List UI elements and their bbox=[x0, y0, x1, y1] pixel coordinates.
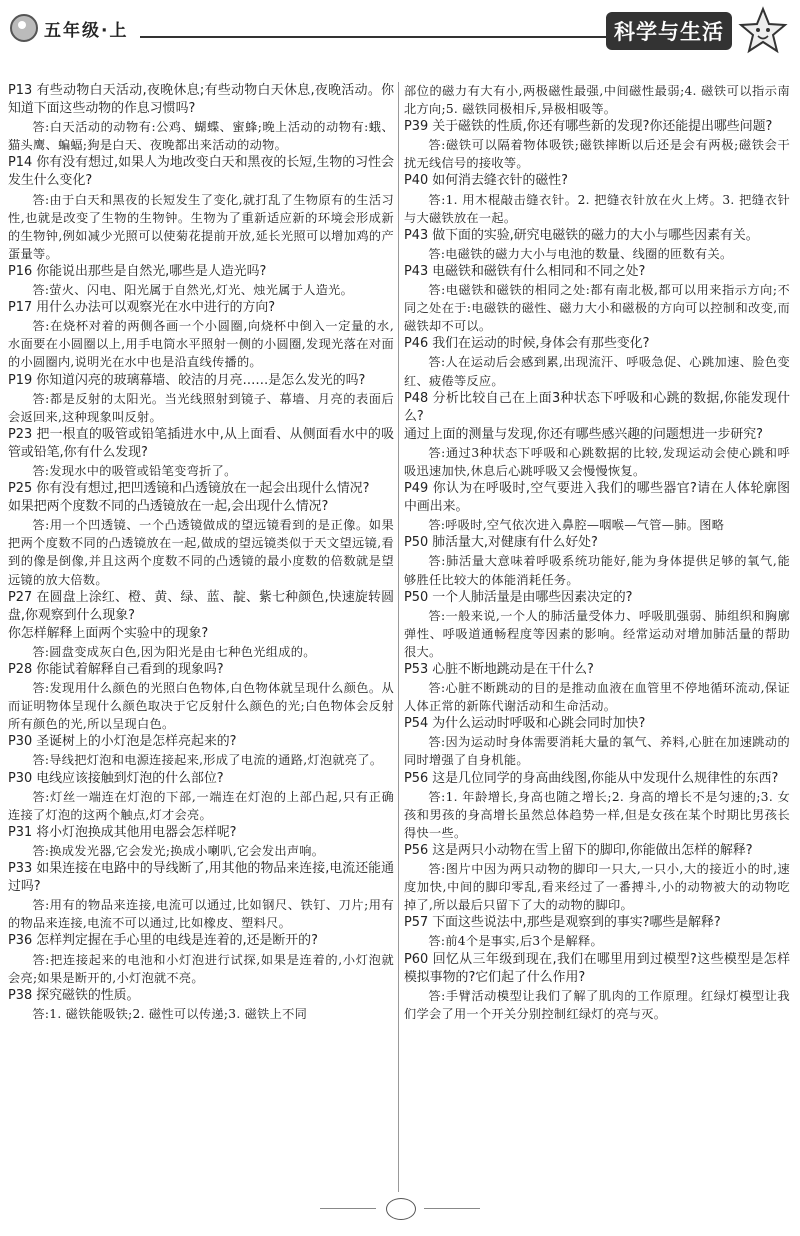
answer-text: 答:呼吸时,空气依次进入鼻腔—咽喉—气管—肺。图略 bbox=[428, 518, 725, 533]
answer-text: 答:前4个是事实,后3个是解释。 bbox=[428, 934, 603, 949]
question-text: 如果把两个度数不同的凸透镜放在一起,会出现什么情况? bbox=[8, 499, 329, 515]
question-text: P60 回忆从三年级到现在,我们在哪里用到过模型?这些模型是怎样模拟事物的?它们起了什么作用? bbox=[404, 951, 790, 985]
answer-text: 答:用有的物品来连接,电流可以通过,比如钢尺、铁钉、刀片;用有的物品来连接,电流不可以通过,比如橡皮、塑料尺。 bbox=[8, 898, 394, 931]
question-text: P57 下面这些说法中,那些是观察到的事实?哪些是解释? bbox=[404, 915, 721, 931]
answer-text: 答:都是反射的太阳光。当光线照射到镜子、幕墙、月亮的表面后会返回来,这种现象叫反射。 bbox=[8, 391, 394, 424]
question-text: P19 你知道闪亮的玻璃幕墙、皎洁的月亮……是怎么发光的吗? bbox=[8, 372, 366, 388]
answer-text: 答:白天活动的动物有:公鸡、蝴蝶、蜜蜂;晚上活动的动物有:蛾、猫头鹰、蝙蝠;狗是白天、夜晚都出来活动的动物。 bbox=[8, 120, 394, 153]
answer-text: 答:一般来说,一个人的肺活量受体力、呼吸肌强弱、肺组织和胸廓弹性、呼吸道通畅程度等因素的影响。经常运动对增加肺活量的帮助很大。 bbox=[404, 608, 790, 659]
book-title: 科学与生活 bbox=[606, 12, 732, 50]
star-mascot-icon bbox=[738, 6, 788, 56]
question-text: P50 一个人肺活量是由哪些因素决定的? bbox=[404, 589, 633, 605]
question-text: P13 有些动物白天活动,夜晚休息;有些动物白天休息,夜晚活动。你知道下面这些动物的作息习惯吗? bbox=[8, 83, 394, 117]
question-text: P54 为什么运动时呼吸和心跳会同时加快? bbox=[404, 716, 646, 732]
answer-text: 答:电磁铁和磁铁的相同之处:都有南北极,都可以用来指示方向;不同之处在于:电磁铁的磁性、磁力大小和磁极的方向可以控制和改变,而磁铁却不可以。 bbox=[404, 283, 790, 334]
answer-text: 答:圆盘变成灰白色,因为阳光是由七种色光组成的。 bbox=[32, 644, 316, 659]
question-text: P53 心脏不断地跳动是在干什么? bbox=[404, 662, 594, 677]
question-text: P39 关于磁铁的性质,你还有哪些新的发现?你还能提出哪些问题? bbox=[404, 119, 773, 135]
question-text: P48 分析比较自己在上面3种状态下呼吸和心跳的数据,你能发现什么? bbox=[404, 390, 790, 424]
question-text: P50 肺活量大,对健康有什么好处? bbox=[404, 535, 598, 551]
answer-text: 答:灯丝一端连在灯泡的下部,一端连在灯泡的上部凸起,只有正确连接了灯泡的这两个触点,灯才会亮。 bbox=[8, 789, 394, 822]
footer-rule-right bbox=[424, 1208, 480, 1209]
question-text: P40 如何消去缝衣针的磁性? bbox=[404, 173, 569, 189]
page-footer bbox=[320, 1196, 480, 1220]
question-text: P46 我们在运动的时候,身体会有那些变化? bbox=[404, 336, 650, 352]
answer-text: 答:1. 年龄增长,身高也随之增长;2. 身高的增长不是匀速的;3. 女孩和男孩的身高增长虽然总体趋势一样,但是女孩在某个时期比男孩长得快一些。 bbox=[404, 789, 790, 840]
answer-text: 答:1. 磁铁能吸铁;2. 磁性可以传递;3. 磁铁上不同 bbox=[32, 1006, 308, 1021]
answer-text: 答:把连接起来的电池和小灯泡进行试探,如果是连着的,小灯泡就会亮;如果是断开的,小灯泡就不亮。 bbox=[8, 952, 394, 985]
question-text: P49 你认为在呼吸时,空气要进入我们的哪些器官?请在人体轮廓图中画出来。 bbox=[404, 481, 790, 515]
question-text: 你怎样解释上面两个实验中的现象? bbox=[8, 625, 209, 641]
question-text: P38 探究磁铁的性质。 bbox=[8, 987, 140, 1003]
answer-text: 答:萤火、闪电、阳光属于自然光,灯光、烛光属于人造光。 bbox=[32, 283, 354, 298]
question-text: P30 圣诞树上的小灯泡是怎样亮起来的? bbox=[8, 734, 237, 750]
grade-label: 五年级·上 bbox=[44, 20, 129, 41]
question-text: P30 电线应该接触到灯泡的什么部位? bbox=[8, 770, 224, 786]
answer-text: 答:由于白天和黑夜的长短发生了变化,就打乱了生物原有的生活习性,也就是改变了生物的生物钟。生物为了重新适应新的环境会形成新的生物钟,例如减少光照可以使菊花提前开放,延长光照可以增加鸡的产蛋量等。 bbox=[8, 192, 394, 261]
answer-text: 部位的磁力有大有小,两极磁性最强,中间磁性最弱;4. 磁铁可以指示南北方向;5. 磁铁同极相斥,异极相吸等。 bbox=[404, 84, 790, 117]
answer-text: 答:肺活量大意味着呼吸系统功能好,能为身体提供足够的氧气,能够胜任比较大的体能消耗任务。 bbox=[404, 554, 790, 587]
answer-text: 答:手臂活动模型让我们了解了肌肉的工作原理。红绿灯模型让我们学会了用一个开关分别控制红绿灯的亮与灭。 bbox=[404, 988, 790, 1021]
question-text: P23 把一根直的吸管或铅笔插进水中,从上面看、从侧面看水中的吸管或铅笔,你有什么发现? bbox=[8, 426, 394, 460]
answer-text: 答:人在运动后会感到累,出现流汗、呼吸急促、心跳加速、脸色变红、疲倦等反应。 bbox=[404, 355, 790, 388]
book-title-group bbox=[606, 6, 788, 56]
question-text: P33 如果连接在电路中的导线断了,用其他的物品来连接,电流还能通过吗? bbox=[8, 861, 394, 895]
answer-text: 答:发现用什么颜色的光照白色物体,白色物体就呈现什么颜色。从而证明物体呈现什么颜色取决于它反射什么颜色的光;白色物体会反射所有颜色的光,所以呈现白色。 bbox=[8, 681, 394, 732]
footer-rule-left bbox=[320, 1208, 376, 1209]
disc-icon bbox=[10, 14, 38, 42]
answer-text: 答:在烧杯对着的两侧各画一个小圆圈,向烧杯中倒入一定量的水,水面要在小圆圈以上,用手电筒水平照射一侧的小圆圈,发现光落在对面的小圆圈内,说明光在水中也是沿直线传播的。 bbox=[8, 319, 394, 370]
answer-text: 答:图片中因为两只动物的脚印一只大,一只小,大的接近小的时,速度加快,中间的脚印零乱,看来经过了一番搏斗,小的动物被大的动物吃掉了,所以最后只留下了大的动物的脚印。 bbox=[404, 862, 790, 913]
question-text: P56 这是两只小动物在雪上留下的脚印,你能做出怎样的解释? bbox=[404, 842, 753, 858]
column-divider bbox=[398, 82, 399, 1192]
answer-text: 答:换成发光器,它会发光;换成小喇叭,它会发出声响。 bbox=[32, 843, 325, 858]
page-header bbox=[0, 0, 800, 64]
question-text: P43 电磁铁和磁铁有什么相同和不同之处? bbox=[404, 263, 646, 279]
header-rule bbox=[140, 36, 640, 38]
grade-label-group bbox=[10, 14, 128, 42]
question-text: P25 你有没有想过,把凹透镜和凸透镜放在一起会出现什么情况? bbox=[8, 481, 370, 497]
question-text: P31 将小灯泡换成其他用电器会怎样呢? bbox=[8, 824, 237, 840]
page-number-ornament bbox=[386, 1198, 416, 1220]
left-column bbox=[8, 82, 394, 1023]
question-text: 通过上面的测量与发现,你还有哪些感兴趣的问题想进一步研究? bbox=[404, 426, 763, 442]
answer-text: 答:因为运动时身体需要消耗大量的氧气、养料,心脏在加速跳动的同时增强了自身机能。 bbox=[404, 735, 790, 768]
answer-text: 答:用一个凹透镜、一个凸透镜做成的望远镜看到的是正像。如果把两个度数不同的凸透镜放在一起,做成的望远镜类似于天文望远镜,看到的像是倒像,并且这两个度数不同的凸透镜的最小度数的倍数就是望远镜的放大倍数。 bbox=[8, 518, 394, 587]
answer-text: 答:电磁铁的磁力大小与电池的数量、线圈的匝数有关。 bbox=[428, 246, 733, 261]
question-text: P27 在圆盘上涂红、橙、黄、绿、蓝、靛、紫七种颜色,快速旋转圆盘,你观察到什么现象? bbox=[8, 589, 394, 623]
answer-text: 答:心脏不断跳动的目的是推动血液在血管里不停地循环流动,保证人体正常的新陈代谢活动和生命活动。 bbox=[404, 681, 790, 714]
question-text: P28 你能试着解释自己看到的现象吗? bbox=[8, 662, 224, 677]
answer-text: 答:1. 用木棍敲击缝衣针。2. 把缝衣针放在火上烤。3. 把缝衣针与大磁铁放在一起。 bbox=[404, 192, 790, 225]
answer-text: 答:磁铁可以隔着物体吸铁;磁铁摔断以后还是会有两极;磁铁会干扰无线信号的接收等。 bbox=[404, 138, 790, 171]
question-text: P14 你有没有想过,如果人为地改变白天和黑夜的长短,生物的习性会发生什么变化? bbox=[8, 155, 394, 189]
question-text: P43 做下面的实验,研究电磁铁的磁力的大小与哪些因素有关。 bbox=[404, 227, 759, 243]
question-text: P56 这是几位同学的身高曲线图,你能从中发现什么规律性的东西? bbox=[404, 770, 779, 786]
answer-text: 答:通过3种状态下呼吸和心跳数据的比较,发现运动会使心跳和呼吸迅速加快,休息后心跳呼吸又会慢慢恢复。 bbox=[404, 445, 790, 478]
answer-text: 答:导线把灯泡和电源连接起来,形成了电流的通路,灯泡就亮了。 bbox=[32, 753, 383, 768]
question-text: P16 你能说出那些是自然光,哪些是人造光吗? bbox=[8, 263, 267, 279]
question-text: P17 用什么办法可以观察光在水中进行的方向? bbox=[8, 300, 276, 316]
answer-text: 答:发现水中的吸管或铅笔变弯折了。 bbox=[32, 463, 237, 478]
right-column bbox=[404, 82, 790, 1023]
question-text: P36 怎样判定握在手心里的电线是连着的,还是断开的? bbox=[8, 933, 318, 949]
